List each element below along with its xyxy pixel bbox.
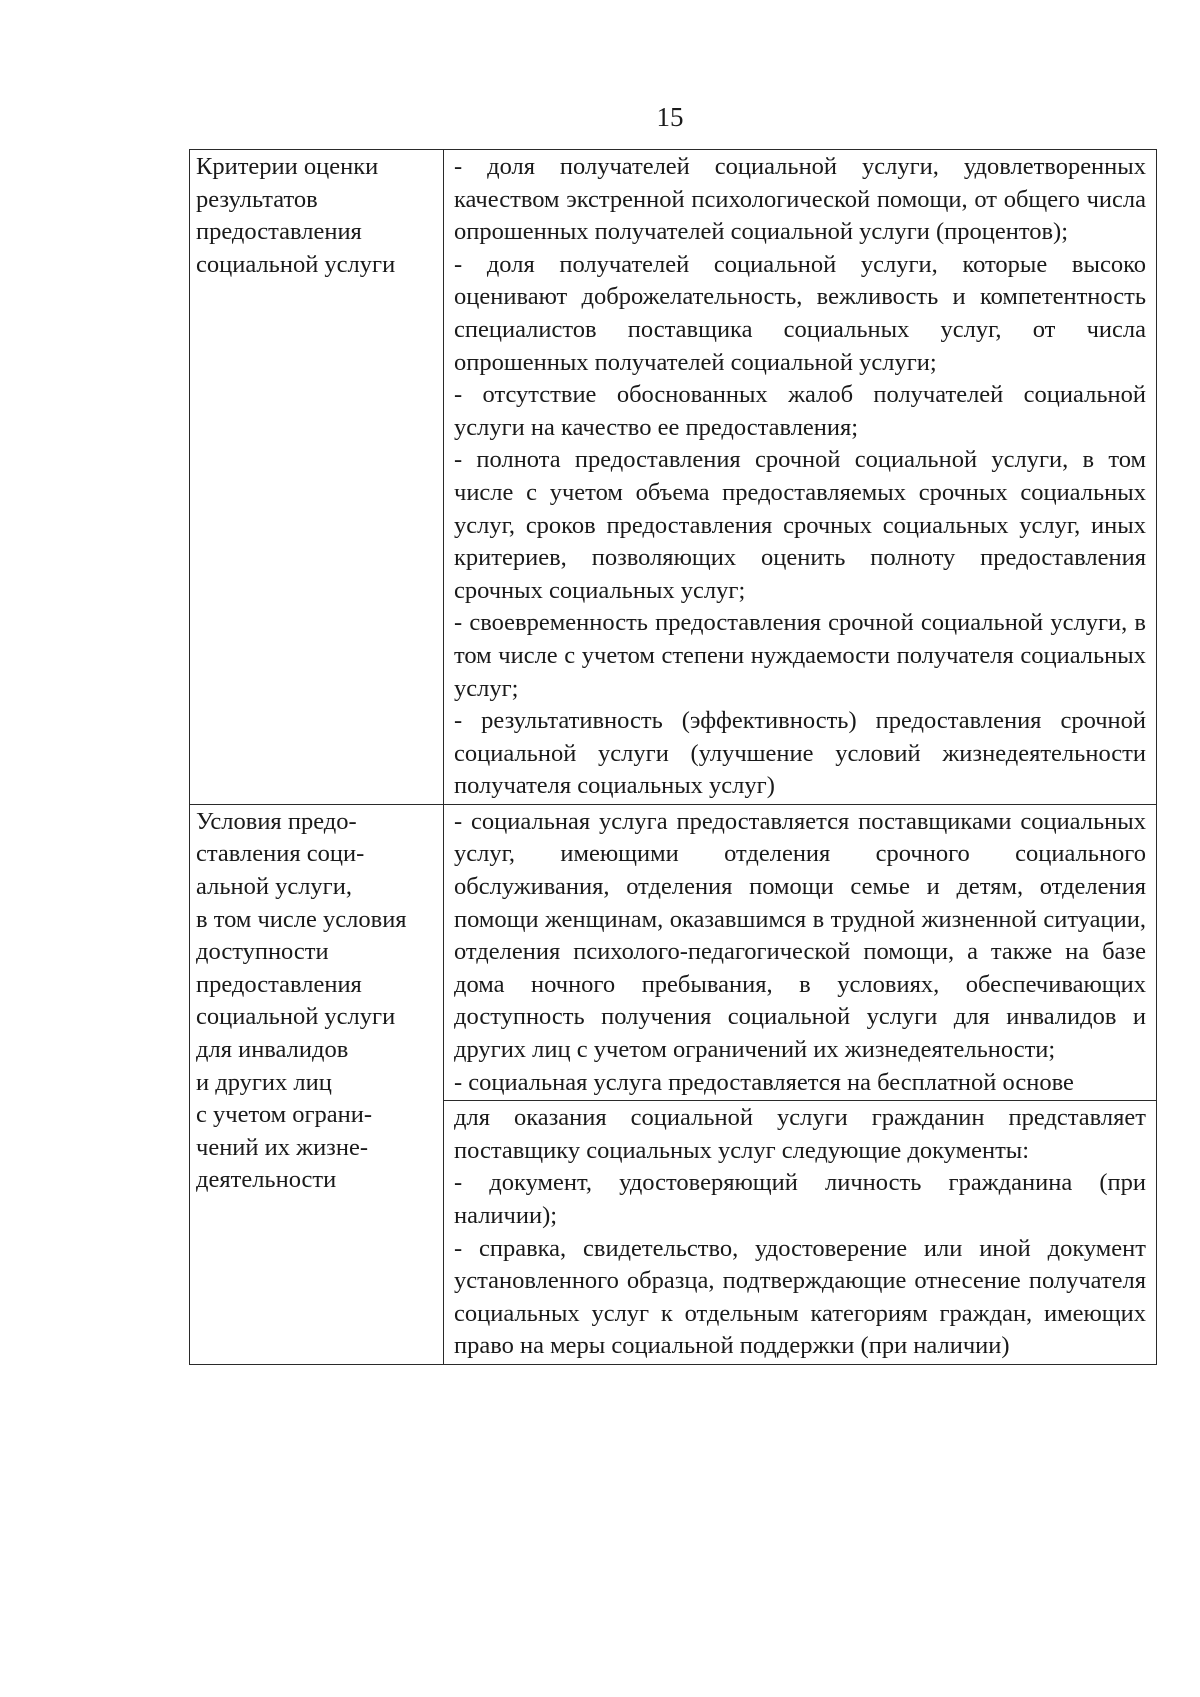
row-label-line: результатов (196, 185, 318, 213)
page-number: 15 (656, 102, 684, 132)
documents-paragraph: - справка, свидетельство, удостоверение или иной документ установленного образца, подтверждающие отнесение получателя социальных услуг к отдельным категориям граждан, имеющих право на меры социальной поддержки (при наличии) (454, 1234, 1146, 1360)
row-label-evaluation-criteria (190, 150, 444, 805)
conditions-paragraph: - социальная услуга предоставляется на бесплатной основе (454, 1068, 1074, 1096)
criteria-paragraph: - результативность (эффективность) предоставления срочной социальной услуги (улучшение условий жизнедеятельности получателя социальных услуг) (454, 707, 1146, 800)
criteria-paragraph: - доля получателей социальной услуги, удовлетворенных качеством экстренной психологической помощи, от общего числа опрошенных получателей социальной услуги (процентов); (454, 153, 1146, 246)
conditions-paragraph: - социальная услуга предоставляется поставщиками социальных услуг, имеющими отделения срочного социального обслуживания, отделения помощи семье и детям, отделения помощи женщинам, оказавшимся в трудной жизненной ситуации, отделения психолого-педагогической помощи, а также на базе дома ночного пребывания, в условиях, обеспечивающих доступность получения социальной услуги для инвалидов и других лиц с учетом ограничений их жизнедеятельности; (454, 807, 1146, 1064)
criteria-paragraph: - своевременность предоставления срочной социальной услуги, в том числе с учетом степени нуждаемости получателя социальных услуг; (454, 609, 1146, 702)
row-label-line: и других лиц (196, 1068, 332, 1096)
row-content-provision-conditions (444, 804, 1157, 1100)
row-label-line: в том числе условия (196, 905, 407, 933)
row-label-line: с учетом ограни- (196, 1101, 373, 1129)
row-label-line: ставления соци- (196, 840, 365, 868)
table-row-provision-conditions (190, 804, 1157, 1100)
row-label-line: для инвалидов (196, 1036, 349, 1064)
row-content-evaluation-criteria (444, 150, 1157, 805)
row-label-line: социальной услуги (196, 250, 396, 278)
documents-paragraph: для оказания социальной услуги гражданин представляет поставщику социальных услуг следующие документы: (454, 1104, 1146, 1164)
row-label-provision-conditions (190, 804, 444, 1364)
table-row-evaluation-criteria (190, 150, 1157, 805)
service-standard-table (189, 149, 1157, 1365)
criteria-paragraph: - отсутствие обоснованных жалоб получателей социальной услуги на качество ее предоставления; (454, 381, 1146, 441)
criteria-paragraph: - полнота предоставления срочной социальной услуги, в том числе с учетом объема предоставляемых срочных социальных услуг, сроков предоставления срочных социальных услуг, иных критериев, позволяющих оценить полноту предоставления срочных социальных услуг; (454, 446, 1146, 604)
row-label-line: Критерии оценки (196, 153, 379, 180)
row-label-line: альной услуги, (196, 873, 352, 901)
row-label-line: доступности (196, 938, 329, 966)
row-label-line: предоставления (196, 218, 362, 246)
row-label-line: деятельности (196, 1166, 337, 1194)
row-content-required-documents (444, 1101, 1157, 1365)
row-label-line: чений их жизне- (196, 1133, 369, 1161)
documents-paragraph: - документ, удостоверяющий личность гражданина (при наличии); (454, 1169, 1146, 1229)
row-label-line: Условия предо- (196, 807, 357, 835)
row-label-line: предоставления (196, 970, 362, 998)
row-label-line: социальной услуги (196, 1003, 396, 1031)
criteria-paragraph: - доля получателей социальной услуги, которые высоко оценивают доброжелательность, вежливость и компетентность специалистов поставщика социальных услуг, от числа опрошенных получателей социальной услуги; (454, 250, 1146, 376)
